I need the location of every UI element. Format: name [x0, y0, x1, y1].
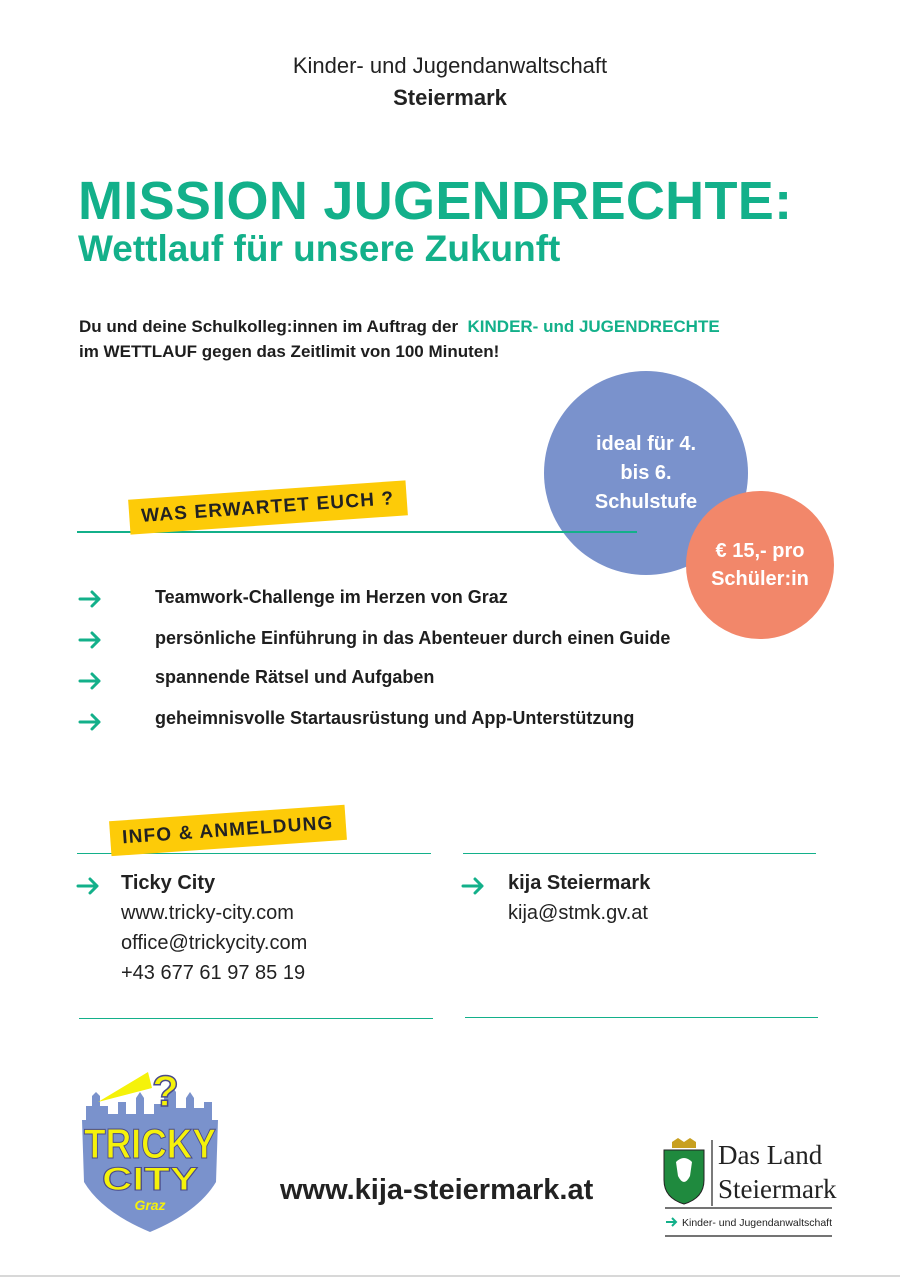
- info-divider-right: [463, 853, 816, 854]
- arrow-right-icon: [78, 589, 104, 609]
- contact-phone[interactable]: +43 677 61 97 85 19: [121, 962, 306, 984]
- contact-website-link[interactable]: www.tricky-city.com: [121, 902, 294, 924]
- logo-land-sub: Kinder- und Jugendanwaltschaft: [682, 1217, 833, 1229]
- contact-name: kija Steiermark: [508, 872, 651, 894]
- age-line3: Schulstufe: [594, 490, 698, 513]
- logo-tricky-graz: Graz: [134, 1197, 166, 1213]
- arrow-right-icon: [76, 876, 102, 896]
- expect-heading: WAS ERWARTET EUCH ?: [128, 480, 407, 534]
- tricky-city-logo: [78, 1062, 222, 1234]
- page-title: MISSION JUGENDRECHTE:: [78, 171, 793, 231]
- contact-email-link[interactable]: kija@stmk.gv.at: [508, 902, 648, 924]
- expect-item-4: geheimnisvolle Startausrüstung und App-Unterstützung: [155, 708, 635, 728]
- footer-website-link[interactable]: www.kija-steiermark.at: [280, 1174, 594, 1206]
- org-name-line1: Kinder- und Jugendanwaltschaft: [292, 53, 608, 78]
- intro-highlight: KINDER- und JUGENDRECHTE: [467, 317, 720, 336]
- svg-text:?: ?: [152, 1067, 179, 1116]
- contact-email-link[interactable]: office@trickycity.com: [121, 932, 308, 954]
- org-name-line2: Steiermark: [393, 85, 507, 110]
- price-line1: € 15,- pro: [715, 540, 805, 562]
- info-heading: INFO & ANMELDUNG: [109, 805, 347, 856]
- price-badge: [686, 491, 834, 639]
- age-line2: bis 6.: [620, 461, 672, 484]
- expect-item-3: spannende Rätsel und Aufgaben: [155, 667, 435, 687]
- expect-item-1: Teamwork-Challenge im Herzen von Graz: [155, 587, 508, 607]
- coat-of-arms-icon: [664, 1138, 704, 1204]
- info-divider-bottom-left: [79, 1018, 433, 1019]
- org-name: [0, 50, 900, 114]
- arrow-right-icon: [78, 712, 104, 732]
- logo-land-line1: Das Land: [718, 1140, 823, 1170]
- contact-tricky-city: [121, 868, 307, 988]
- intro-part1: Du und deine Schulkolleg:innen im Auftrag der: [79, 317, 459, 336]
- logo-tricky-line1: TRICKY: [84, 1120, 216, 1167]
- logo-land-line2: Steiermark: [718, 1174, 837, 1204]
- arrow-right-icon: [78, 630, 104, 650]
- age-line1: ideal für 4.: [595, 432, 697, 455]
- page-subtitle: Wettlauf für unsere Zukunft: [78, 228, 561, 269]
- page-bottom-border: [0, 1275, 900, 1277]
- expect-item-2: persönliche Einführung in das Abenteuer durch einen Guide: [155, 628, 671, 648]
- land-steiermark-logo: [660, 1136, 838, 1240]
- info-divider-bottom-right: [465, 1017, 818, 1018]
- question-mark-icon: [152, 1067, 179, 1116]
- arrow-right-icon: [78, 671, 104, 691]
- contact-name: Ticky City: [121, 872, 216, 894]
- price-line2: Schüler:in: [711, 568, 809, 590]
- arrow-right-icon: [461, 876, 487, 896]
- intro-line2: im WETTLAUF gegen das Zeitlimit von 100 Minuten!: [79, 342, 500, 361]
- contact-kija: [508, 868, 650, 928]
- logo-tricky-line2: CITY: [102, 1161, 198, 1197]
- intro-text: [79, 314, 720, 364]
